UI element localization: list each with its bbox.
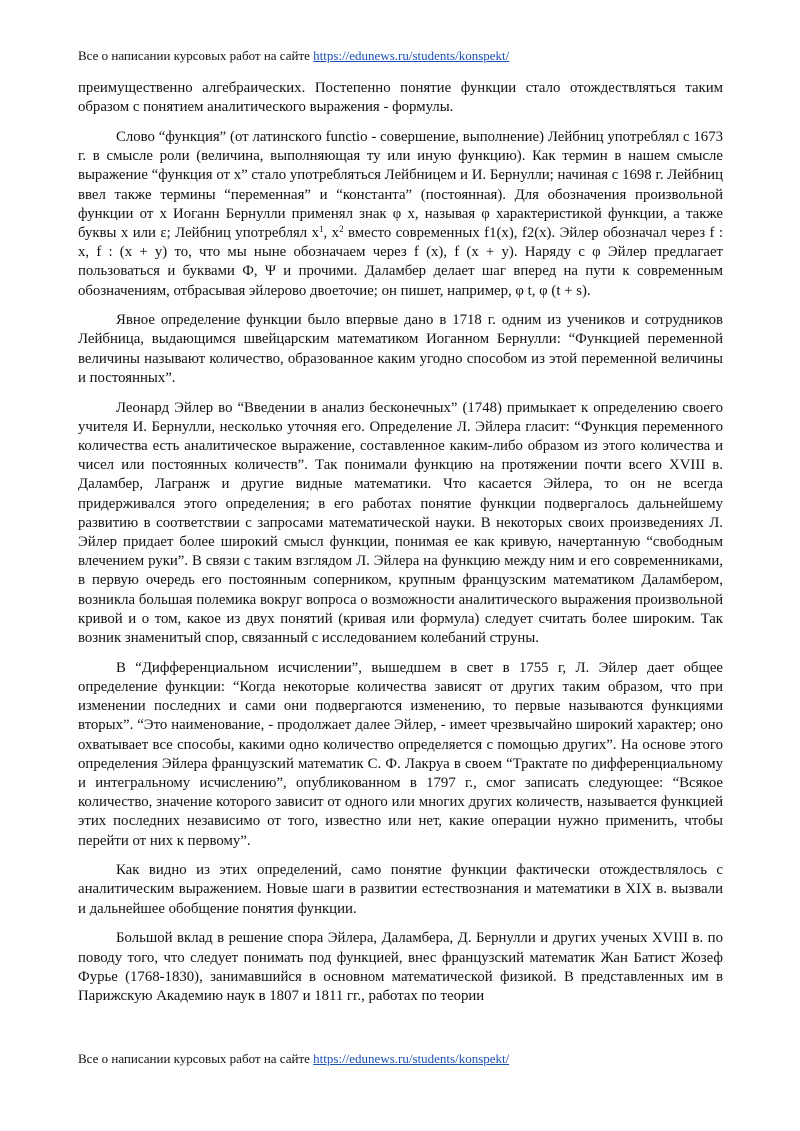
paragraph-text: , x — [323, 224, 340, 241]
paragraph-analytic-expression: Как видно из этих определений, само понятие функции фактически отождествлялось с аналитическим выражением. Новые шаги в развитии естествознания и математики в XIX в. вызвали и дальнейшее обобщение понятия функции. — [78, 862, 723, 917]
superscript: 1 — [319, 223, 324, 234]
document-body — [78, 79, 723, 1017]
paragraph-continuation: преимущественно алгебраических. Постепенно понятие функции стало отождествляться таким образом с понятием аналитического выражения - формулы. — [78, 80, 723, 116]
footer-link[interactable]: https://edunews.ru/students/konspekt/ — [313, 1051, 510, 1066]
header-link[interactable]: https://edunews.ru/students/konspekt/ — [313, 48, 510, 63]
page-header — [78, 48, 509, 64]
paragraph-bernoulli-definition: Явное определение функции было впервые дано в 1718 г. одним из учеников и сотрудников Лейбница, выдающимся швейцарским математиком Иоганном Бернулли: “Функцией переменной величины называют количество, образованное каким угодно способом из этой переменной величины и постоянных”. — [78, 312, 723, 386]
page-footer — [78, 1051, 509, 1067]
paragraph-text: Слово “функция” (от латинского functio - совершение, выполнение) Лейбниц употреблял с 1673 г. в смысле роли (величина, выполняющая ту или иную функцию). Как термин в нашем смысле выражение “функция от x” стало употребляться Лейбницем и И. Бернулли; начиная с 1698 г. Лейбниц ввел также термины “переменная” и “константа” (постоянная). Для обозначения произвольной функции от x Иоганн Бернулли применял знак φ x, называя φ характеристикой функции, а также буквы x или ε; Лейбниц употреблял x — [78, 128, 723, 241]
paragraph-differential-calculus: В “Дифференциальном исчислении”, вышедшем в свет в 1755 г, Л. Эйлер дает общее определение функции: “Когда некоторые количества зависят от других таким образом, что при изменении последних и сами они подвергаются изменению, то первые называются функциями вторых”. “Это наименование, - продолжает далее Эйлер, - имеет чрезвычайно широкий характер; оно охватывает все способы, какими одно количество определяется с помощью других”. На основе этого определения Эйлера французский математик С. Ф. Лакруа в своем “Трактате по дифференциальному и интегральному исчислению”, опубликованном в 1797 г., смог записать следующее: “Всякое количество, значение которого зависит от одного или многих других количеств, называется функцией этих последних независимо от того, известно или нет, какие операции нужно применить, чтобы перейти от них к первому”. — [78, 659, 723, 849]
paragraph-euler-introduction: Леонард Эйлер во “Введении в анализ бесконечных” (1748) примыкает к определению своего учителя И. Бернулли, несколько уточняя его. Определение Л. Эйлера гласит: “Функция переменного количества есть аналитическое выражение, составленное каким-либо образом из этого количества и чисел или постоянных количеств”. Так понимали функцию на протяжении почти всего XVIII в. Даламбер, Лагранж и другие видные математики. Что касается Эйлера, то он не всегда придерживался этого определения; в его работах понятие функции подвергалось дальнейшему развитию в соответствии с запросами математической науки. В некоторых своих произведениях Л. Эйлер придает более широкий смысл функции, понимая ее как кривую, начертанную “свободным влечением руки”. В связи с таким взглядом Л. Эйлера на функцию между ним и его современниками, в первую очередь его постоянным соперником, крупным французским математиком Даламбером, возникла большая полемика вокруг вопроса о возможности аналитического выражения произвольной кривой и о том, какое из двух понятий (кривая или формула) следует считать более широким. Так возник знаменитый спор, связанный с исследованием колебаний струны. — [78, 399, 723, 646]
footer-text: Все о написании курсовых работ на сайте — [78, 1051, 314, 1066]
paragraph-fourier: Большой вклад в решение спора Эйлера, Даламбера, Д. Бернулли и других ученых XVIII в. по поводу того, что следует понимать под функцией, внес французский математик Жан Батист Жозеф Фурье (1768-1830), занимавшийся в основном математической физикой. В представленных им в Парижскую Академию наук в 1807 и 1811 гг., работах по теории — [78, 930, 723, 1004]
header-text: Все о написании курсовых работ на сайте — [78, 48, 314, 63]
paragraph-function-word — [78, 128, 723, 301]
superscript: 2 — [339, 223, 344, 234]
paragraph-text: вместо современных f1(x), f2(x). Эйлер обозначал через f : x, f : (x + y) то, что мы ныне обозначаем через f (x), f (x + y). Наряду с φ Эйлер предлагает пользоваться и буквами Ф, Ψ и прочими. Даламбер делает шаг вперед на пути к современным обозначениям, отбрасывая эйлерово двоеточие; он пишет, например, φ t, φ (t + s). — [78, 224, 724, 299]
